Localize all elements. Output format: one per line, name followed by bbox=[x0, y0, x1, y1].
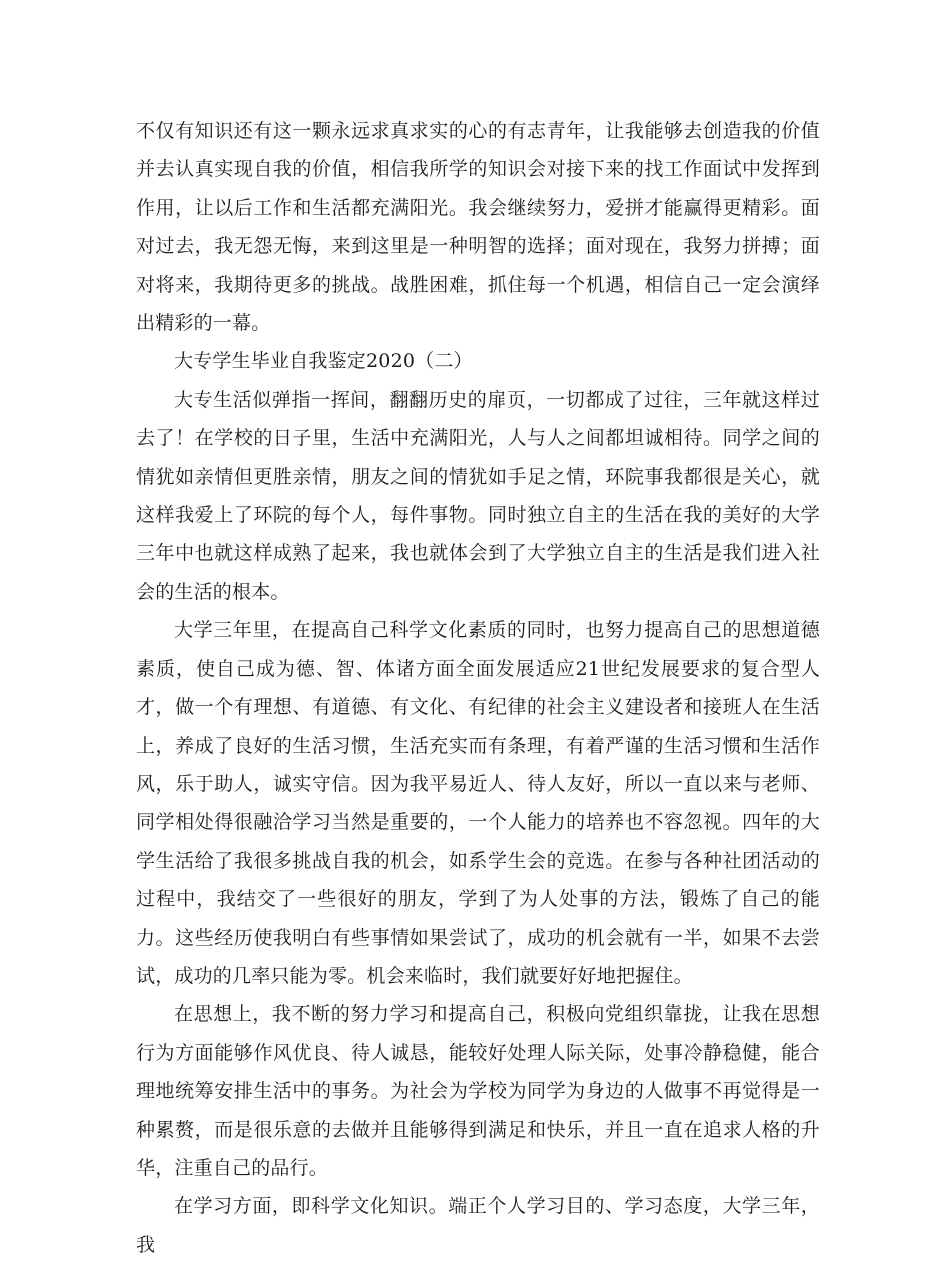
section-heading: 大专学生毕业自我鉴定2020（二） bbox=[174, 350, 473, 373]
paragraph-study: 在学习方面，即科学文化知识。端正个人学习目的、学习态度，大学三年，我 bbox=[136, 1195, 820, 1256]
paragraph-college-life: 大专生活似弹指一挥间，翻翻历史的扉页，一切都成了过往，三年就这样过去了！在学校的日子里，生活中充满阳光，人与人之间都坦诚相待。同学之间的情犹如亲情但更胜亲情，朋友之间的情犹如手足之情，环院事我都很是关心，就这样我爱上了环院的每个人，每件事物。同时独立自主的生活在我的美好的大学三年中也就这样成熟了起来，我也就体会到了大学独立自主的生活是我们进入社会的生活的根本。 bbox=[136, 388, 820, 603]
paragraph-continuation: 不仅有知识还有这一颗永远求真求实的心的有志青年，让我能够去创造我的价值并去认真实现自我的价值，相信我所学的知识会对接下来的找工作面试中发挥到作用，让以后工作和生活都充满阳光。我会继续努力，爱拼才能赢得更精彩。面对过去，我无怨无悔，来到这里是一种明智的选择；面对现在，我努力拼搏；面对将来，我期待更多的挑战。战胜困难，抓住每一个机遇，相信自己一定会演绎出精彩的一幕。 bbox=[136, 120, 820, 335]
paragraph-ideology: 在思想上，我不断的努力学习和提高自己，积极向党组织靠拢，让我在思想行为方面能够作风优良、待人诚恳，能较好处理人际关际，处事冷静稳健，能合理地统筹安排生活中的事务。为社会为学校为同学为身边的人做事不再觉得是一种累赘，而是很乐意的去做并且能够得到满足和快乐，并且一直在追求人格的升华，注重自己的品行。 bbox=[136, 1003, 820, 1179]
document-body bbox=[136, 112, 820, 1264]
paragraph-three-years: 大学三年里，在提高自己科学文化素质的同时，也努力提高自己的思想道德素质，使自己成为德、智、体诸方面全面发展适应21世纪发展要求的复合型人才，做一个有理想、有道德、有文化、有纪律的社会主义建设者和接班人在生活上，养成了良好的生活习惯，生活充实而有条理，有着严谨的生活习惯和生活作风，乐于助人，诚实守信。因为我平易近人、待人友好，所以一直以来与老师、同学相处得很融洽学习当然是重要的，一个人能力的培养也不容忽视。四年的大学生活给了我很多挑战自我的机会，如系学生会的竞选。在参与各种社团活动的过程中，我结交了一些很好的朋友，学到了为人处事的方法，锻炼了自己的能力。这些经历使我明白有些事情如果尝试了，成功的机会就有一半，如果不去尝试，成功的几率只能为零。机会来临时，我们就要好好地把握住。 bbox=[136, 619, 820, 987]
